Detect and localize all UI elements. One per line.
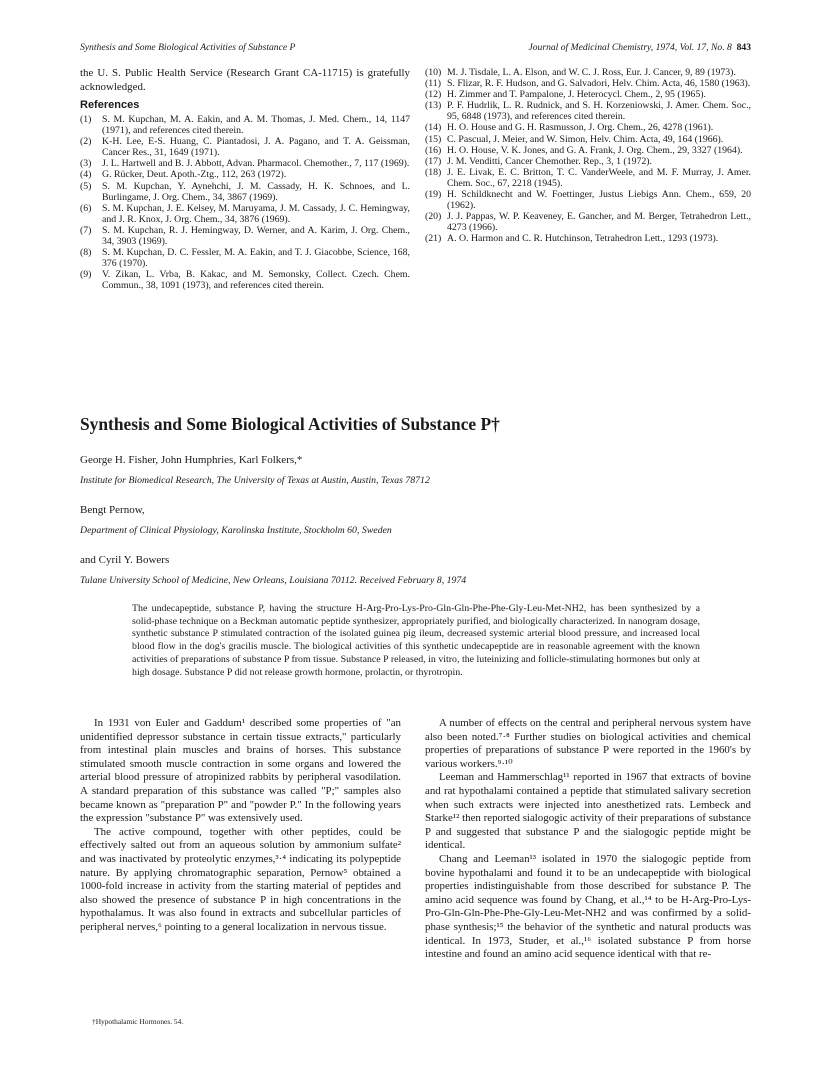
affiliation-1: Institute for Biomedical Research, The University of Texas at Austin, Austin, Texas 78712 — [80, 475, 430, 486]
reference-text: S. M. Kupchan, D. C. Fessler, M. A. Eakin, and T. J. Giacobbe, Science, 168, 376 (1970). — [102, 247, 410, 270]
reference-text: M. J. Tisdale, L. A. Elson, and W. C. J. Ross, Eur. J. Cancer, 9, 89 (1973). — [447, 67, 736, 78]
reference-number: (14) — [425, 122, 442, 134]
reference-item — [425, 156, 751, 167]
reference-text: S. M. Kupchan, R. J. Hemingway, D. Werner, and A. Karim, J. Org. Chem., 34, 3903 (1969). — [102, 224, 410, 248]
authors-line-2: Bengt Pernow, — [80, 504, 145, 516]
reference-item — [80, 247, 410, 269]
reference-text: S. Flizar, R. F. Hudson, and G. Salvadori, Helv. Chim. Acta, 46, 1580 (1963). — [447, 78, 751, 90]
affiliation-3: Tulane University School of Medicine, New Orleans, Louisiana 70112. Received February 8, 1974 — [80, 575, 467, 586]
reference-number: (2) — [80, 136, 92, 148]
authors-line-1: George H. Fisher, John Humphries, Karl Folkers,* — [80, 454, 303, 466]
reference-item — [80, 269, 410, 291]
reference-text: J. L. Hartwell and B. J. Abbott, Advan. Pharmacol. Chemother., 7, 117 (1969). — [102, 158, 410, 170]
reference-number: (15) — [425, 133, 442, 145]
body-paragraph: The active compound, together with other peptides, could be effectively salted out from an aqueous solution by ammonium sulfate² and was inactivated by proteolytic enzymes,³·⁴ indicating its polypeptide nature. By applying chromatographic separation, Pernow⁵ obtained a 1000-fold increase in activity from the starting material of peptides and also showed the presence of substance P in high concentrations in the hypothalamus. It was also found in extracts and subcellular particles of peripheral nerves,⁶ pointing to a general localization in nervous tissue. — [80, 825, 401, 933]
reference-text: S. M. Kupchan, J. E. Kelsey, M. Maruyama, J. M. Cassady, J. C. Hemingway, and J. R. Knox, J. Org. Chem., 34, 3876 (1969). — [102, 202, 410, 225]
reference-item — [425, 67, 751, 78]
body-paragraph: Leeman and Hammerschlag¹¹ reported in 1967 that extracts of bovine and rat hypothalami contained a peptide that stimulated salivary secretion when such extracts were injected into anesthetized rats. Lembeck and Starke¹² then reported sialogogic activity of their preparations of substance P and suggested that substance P and the sialogogic peptide might be identical. — [425, 771, 751, 852]
reference-item — [80, 136, 410, 158]
reference-text: C. Pascual, J. Meier, and W. Simon, Helv. Chim. Acta, 49, 164 (1966). — [447, 133, 724, 145]
reference-text: H. Zimmer and T. Pampalone, J. Heterocycl. Chem., 2, 95 (1965). — [447, 89, 706, 101]
journal-citation: Journal of Medicinal Chemistry, 1974, Vol. 17, No. 8 — [528, 42, 732, 53]
body-paragraph: A number of effects on the central and peripheral nervous system have also been noted.⁷·⁸ Further studies on biological activities and chemical properties of preparations of substance P were reported in the 1960's by various workers.⁹·¹⁰ — [425, 717, 751, 770]
reference-number: (17) — [425, 155, 442, 167]
acknowledgment: the U. S. Public Health Service (Research Grant CA-11715) is gratefully acknowledged. — [80, 67, 410, 93]
reference-number: (19) — [425, 189, 442, 201]
reference-number: (7) — [80, 224, 92, 236]
reference-item — [425, 78, 751, 89]
reference-item — [425, 89, 751, 100]
reference-number: (18) — [425, 166, 442, 178]
references-heading: References — [80, 99, 140, 111]
reference-item — [80, 114, 410, 136]
running-head-left: Synthesis and Some Biological Activities of Substance P — [80, 42, 296, 53]
reference-number: (9) — [80, 269, 92, 281]
reference-item — [425, 122, 751, 133]
reference-list-right — [425, 67, 751, 245]
reference-item — [425, 134, 751, 145]
reference-text: S. M. Kupchan, Y. Aynehchi, J. M. Cassady, H. K. Schnoes, and L. Burlingame, J. Org. Chem., 34, 3867 (1969). — [102, 180, 410, 203]
body-paragraph: In 1931 von Euler and Gaddum¹ described some properties of "an unidentified depressor substance in certain tissue extracts," particularly from intestinal plain muscles and brains of horses. This substance stimulated smooth muscle contraction in some organs and lowered the arterial blood pressure of atropinized rabbits by peripheral vasodilation. A standard preparation of this substance was called "P;" samples also became known as "preparation P" and "powder P." In the following years the expression "substance P" was extensively used. — [80, 717, 401, 825]
reference-number: (3) — [80, 158, 92, 170]
reference-item — [80, 225, 410, 247]
reference-number: (10) — [425, 67, 442, 78]
reference-text: H. Schildknecht and W. Foettinger, Justus Liebigs Ann. Chem., 659, 20 (1962). — [447, 189, 751, 212]
body-left-column — [80, 717, 401, 935]
reference-number: (21) — [425, 233, 442, 245]
page-number: 843 — [736, 42, 751, 53]
reference-text: S. M. Kupchan, M. A. Eakin, and A. M. Thomas, J. Med. Chem., 14, 1147 (1971), and references cited therein. — [102, 114, 410, 137]
reference-number: (13) — [425, 100, 442, 112]
reference-text: J. E. Livak, E. C. Britton, T. C. VanderWeele, and M. F. Murray, J. Amer. Chem. Soc., 67, 2218 (1945). — [447, 166, 751, 189]
running-head-right — [471, 42, 751, 54]
reference-number: (11) — [425, 78, 441, 90]
reference-item — [425, 100, 751, 122]
reference-number: (4) — [80, 169, 92, 181]
authors-line-3: and Cyril Y. Bowers — [80, 554, 170, 566]
references-left-column — [80, 67, 410, 292]
footnote: †Hypothalamic Hormones. 54. — [92, 1017, 184, 1026]
abstract: The undecapeptide, substance P, having the structure H-Arg-Pro-Lys-Pro-Gln-Gln-Phe-Phe-Gly-Leu-Met-NH2, has been synthesized by a solid-phase technique on a Beckman automatic peptide synthesizer, appropriately purified, and biologically characterized. In nanogram dosage, synthetic substance P stimulated contraction of the isolated guinea pig ileum, decreased systemic arterial blood pressure, and increased local blood flow in the dog's gracilis muscle. The biological activities of this synthetic undecapeptide are in reasonable agreement with the known activities of preparations of substance P from tissue. Substance P released, in vitro, the luteinizing and follicle-stimulating hormones but only at high dosage. Substance P did not release growth hormone, prolactin, or thyrotropin. — [132, 603, 700, 678]
reference-number: (20) — [425, 211, 442, 223]
reference-text: J. M. Venditti, Cancer Chemother. Rep., 3, 1 (1972). — [447, 155, 652, 167]
affiliation-2: Department of Clinical Physiology, Karolinska Institute, Stockholm 60, Sweden — [80, 525, 392, 536]
reference-number: (1) — [80, 114, 92, 125]
reference-list-left — [80, 114, 410, 292]
reference-item — [425, 211, 751, 233]
reference-number: (8) — [80, 247, 92, 259]
reference-text: H. O. House, V. K. Jones, and G. A. Frank, J. Org. Chem., 29, 3327 (1964). — [447, 144, 743, 156]
reference-text: A. O. Harmon and C. R. Hutchinson, Tetrahedron Lett., 1293 (1973). — [447, 233, 719, 245]
reference-text: H. O. House and G. H. Rasmusson, J. Org. Chem., 26, 4278 (1961). — [447, 122, 714, 134]
reference-text: K-H. Lee, E-S. Huang, C. Piantadosi, J. A. Pagano, and T. A. Geissman, Cancer Res., 31, 1649 (1971). — [102, 136, 410, 159]
reference-item — [80, 158, 410, 169]
article-title: Synthesis and Some Biological Activities of Substance P† — [80, 414, 500, 434]
reference-item — [425, 167, 751, 189]
reference-item — [425, 145, 751, 156]
reference-text: J. J. Pappas, W. P. Keaveney, E. Gancher, and M. Berger, Tetrahedron Lett., 4273 (1966). — [447, 211, 751, 234]
reference-number: (12) — [425, 89, 442, 101]
reference-number: (6) — [80, 202, 92, 214]
reference-number: (16) — [425, 144, 442, 156]
reference-item — [80, 203, 410, 225]
references-right-column — [425, 67, 751, 245]
reference-item — [425, 189, 751, 211]
reference-text: G. Rücker, Deut. Apoth.-Ztg., 112, 263 (1972). — [102, 169, 287, 181]
reference-text: P. F. Hudrlik, L. R. Rudnick, and S. H. Korzeniowski, J. Amer. Chem. Soc., 95, 6848 (1973), and references cited therein. — [447, 100, 751, 123]
reference-item — [80, 181, 410, 203]
body-right-column — [425, 717, 751, 962]
reference-item — [80, 169, 410, 180]
reference-text: V. Zikan, L. Vrba, B. Kakac, and M. Semonsky, Collect. Czech. Chem. Commun., 38, 1091 (1973), and references cited therein. — [102, 269, 410, 292]
body-paragraph: Chang and Leeman¹³ isolated in 1970 the sialogogic peptide from bovine hypothalami and found it to be an undecapeptide with biological properties indistinguishable from those described for substance P. The amino acid sequence was found by Chang, et al.,¹⁴ to be H-Arg-Pro-Lys-Pro-Gln-Gln-Phe-Phe-Gly-Leu-Met-NH2 and was confirmed by a solid-phase synthesis;¹⁵ the behavior of the synthetic and natural products was identical. In 1973, Studer, et al.,¹⁶ isolated substance P from horse intestine and found an amino acid sequence identical with that re- — [425, 852, 751, 961]
reference-item — [425, 233, 751, 244]
reference-number: (5) — [80, 180, 92, 192]
